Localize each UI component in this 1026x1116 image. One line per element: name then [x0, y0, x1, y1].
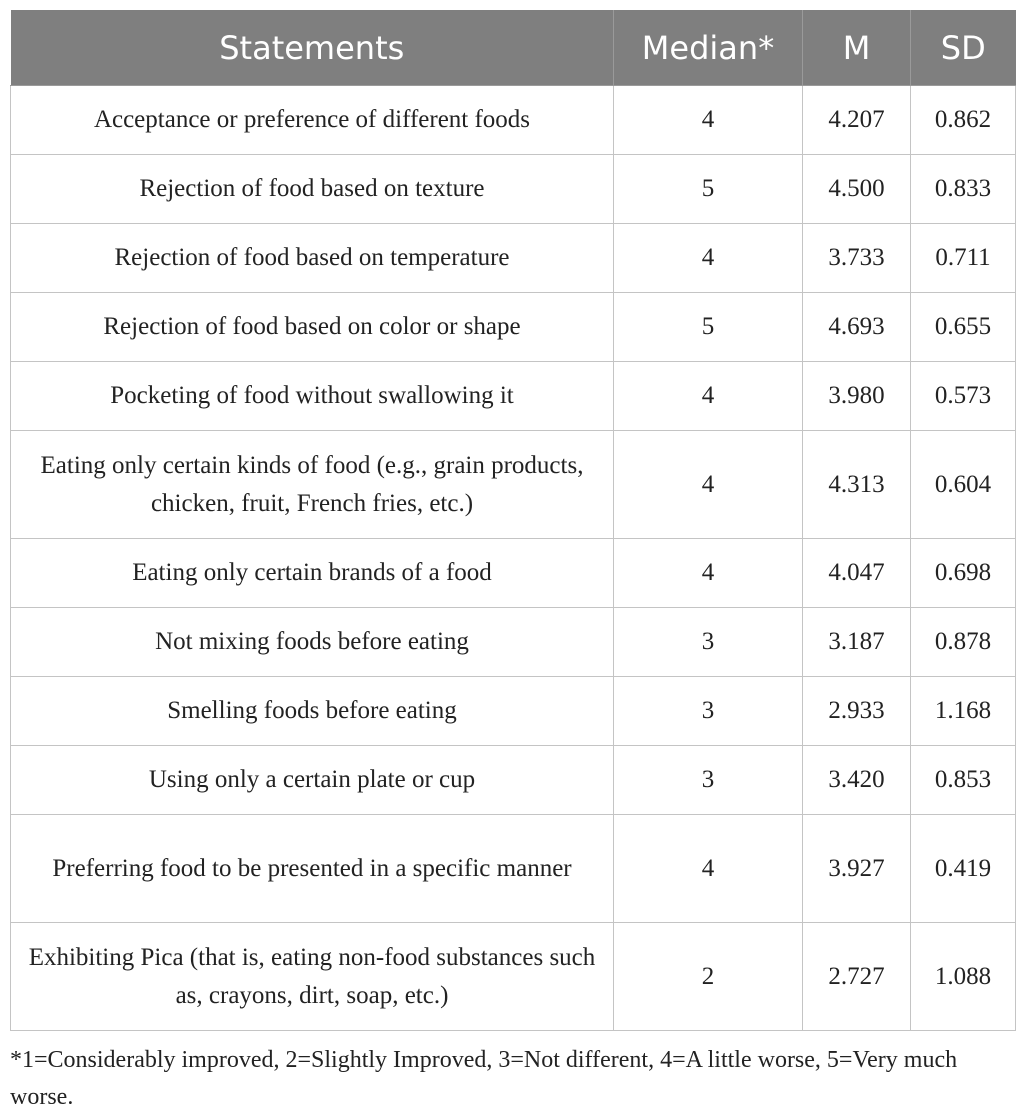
cell-mean: 3.980 [803, 362, 911, 431]
cell-statement: Eating only certain brands of a food [11, 539, 614, 608]
table-body [11, 86, 1016, 1031]
cell-statement: Pocketing of food without swallowing it [11, 362, 614, 431]
cell-median: 4 [614, 815, 803, 923]
header-row [11, 10, 1016, 86]
cell-mean: 4.313 [803, 431, 911, 539]
cell-sd: 0.862 [911, 86, 1016, 155]
cell-median: 2 [614, 923, 803, 1031]
table-row [11, 923, 1016, 1031]
cell-statement: Smelling foods before eating [11, 677, 614, 746]
cell-sd: 0.853 [911, 746, 1016, 815]
cell-sd: 0.419 [911, 815, 1016, 923]
cell-mean: 4.693 [803, 293, 911, 362]
cell-mean: 3.927 [803, 815, 911, 923]
cell-mean: 4.500 [803, 155, 911, 224]
cell-statement: Rejection of food based on color or shape [11, 293, 614, 362]
cell-median: 4 [614, 224, 803, 293]
cell-median: 4 [614, 539, 803, 608]
header-mean: M [803, 10, 911, 86]
cell-sd: 0.604 [911, 431, 1016, 539]
table-row [11, 677, 1016, 746]
cell-sd: 0.878 [911, 608, 1016, 677]
cell-median: 4 [614, 86, 803, 155]
cell-median: 4 [614, 431, 803, 539]
cell-median: 5 [614, 293, 803, 362]
cell-sd: 0.573 [911, 362, 1016, 431]
cell-median: 3 [614, 746, 803, 815]
cell-sd: 0.833 [911, 155, 1016, 224]
cell-sd: 1.168 [911, 677, 1016, 746]
table-row [11, 224, 1016, 293]
table-row [11, 431, 1016, 539]
cell-mean: 3.187 [803, 608, 911, 677]
table-row [11, 608, 1016, 677]
statements-table-container [10, 10, 1015, 1031]
cell-median: 3 [614, 608, 803, 677]
table-row [11, 155, 1016, 224]
cell-statement: Rejection of food based on texture [11, 155, 614, 224]
cell-median: 4 [614, 362, 803, 431]
cell-mean: 3.733 [803, 224, 911, 293]
cell-median: 3 [614, 677, 803, 746]
cell-median: 5 [614, 155, 803, 224]
header-median: Median* [614, 10, 803, 86]
cell-statement: Preferring food to be presented in a specific manner [11, 815, 614, 923]
table-row [11, 815, 1016, 923]
table-footnote: *1=Considerably improved, 2=Slightly Improved, 3=Not different, 4=A little worse, 5=Very much worse. [10, 1047, 958, 1110]
cell-statement: Rejection of food based on temperature [11, 224, 614, 293]
cell-statement: Eating only certain kinds of food (e.g., grain products, chicken, fruit, French fries, etc.) [11, 431, 614, 539]
table-row [11, 86, 1016, 155]
cell-sd: 0.655 [911, 293, 1016, 362]
cell-mean: 2.933 [803, 677, 911, 746]
cell-statement: Exhibiting Pica (that is, eating non-food substances such as, crayons, dirt, soap, etc.) [11, 923, 614, 1031]
cell-mean: 4.207 [803, 86, 911, 155]
table-row [11, 362, 1016, 431]
table-header [11, 10, 1016, 86]
cell-mean: 4.047 [803, 539, 911, 608]
cell-mean: 2.727 [803, 923, 911, 1031]
cell-mean: 3.420 [803, 746, 911, 815]
cell-statement: Not mixing foods before eating [11, 608, 614, 677]
header-sd: SD [911, 10, 1016, 86]
header-statements: Statements [11, 10, 614, 86]
table-row [11, 746, 1016, 815]
cell-sd: 0.698 [911, 539, 1016, 608]
statements-table [10, 10, 1016, 1031]
cell-sd: 1.088 [911, 923, 1016, 1031]
cell-sd: 0.711 [911, 224, 1016, 293]
cell-statement: Using only a certain plate or cup [11, 746, 614, 815]
cell-statement: Acceptance or preference of different foods [11, 86, 614, 155]
table-row [11, 539, 1016, 608]
table-row [11, 293, 1016, 362]
